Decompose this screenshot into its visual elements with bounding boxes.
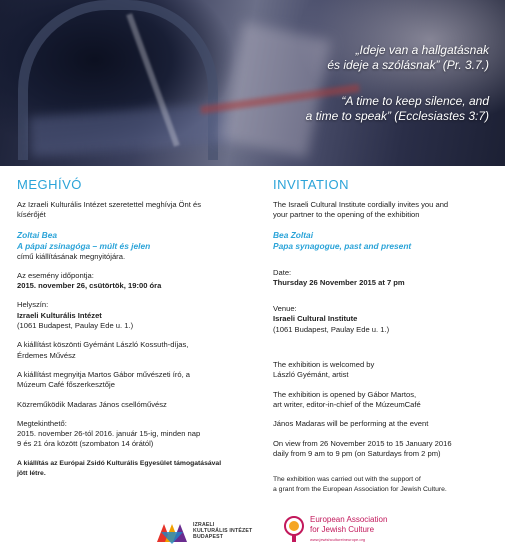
venue-address: (1061 Budapest, Paulay Ede u. 1.)	[273, 324, 390, 334]
view-dates: 2015. november 26-tól 2016. január 15-ig, minden nap	[17, 429, 201, 439]
english-quote	[306, 94, 489, 124]
hungarian-heading: MEGHÍVÓ	[17, 177, 82, 192]
exhibition-title: Papa synagogue, past and present	[273, 240, 412, 251]
venue-name: Izraeli Kulturális Intézet	[17, 310, 102, 320]
eajc-name-line: for Jewish Culture	[310, 524, 375, 534]
quote-line: „Ideje van a hallgatásnak	[355, 43, 489, 57]
english-column	[273, 177, 498, 496]
view-dates: daily from 9 am to 9 pm (on Saturdays from 2 pm)	[273, 448, 441, 458]
quote-line: és ideje a szólásnak” (Pr. 3.7.)	[327, 58, 489, 72]
eajc-logo-text	[310, 515, 387, 542]
quote-line: a time to speak” (Ecclesiastes 3:7)	[305, 109, 489, 123]
english-heading: INVITATION	[273, 177, 350, 192]
support-text: The exhibition was carried out with the support of	[273, 476, 421, 484]
venue-address: (1061 Budapest, Paulay Ede u. 1.)	[17, 321, 134, 331]
eajc-url: www.jewishcultureineurope.org	[310, 537, 366, 542]
support-text: jött létre.	[17, 470, 46, 478]
date-label: Az esemény időpontja:	[17, 270, 94, 280]
opening-text: Múzeum Café főszerkesztője	[17, 380, 115, 390]
intro-text: Az Izraeli Kulturális Intézet szeretettel meghívja Önt és	[17, 200, 202, 209]
opening-text: The exhibition is opened by Gábor Martos,	[273, 389, 417, 399]
ici-logo-line: BUDAPEST	[193, 534, 224, 540]
artist-name: Bea Zoltai	[273, 229, 314, 240]
date-value: Thursday 26 November 2015 at 7 pm	[273, 277, 405, 287]
welcome-text: László Gyémánt, artist	[273, 370, 349, 380]
welcome-text: The exhibition is welcomed by	[273, 360, 375, 370]
welcome-text: A kiállítást köszönti Gyémánt László Kossuth-díjas,	[17, 340, 189, 350]
eajc-logo-icon	[283, 515, 305, 543]
view-dates: 9 és 21 óra között (szombaton 14 órától)	[17, 439, 154, 449]
intro-text: kísérőjét	[17, 210, 46, 220]
intro-text: The Israeli Cultural Institute cordially invites you and	[273, 200, 449, 209]
date-label: Date:	[273, 267, 292, 277]
venue-label: Helyszín:	[17, 300, 49, 310]
intro-text: your partner to the opening of the exhibition	[273, 210, 420, 220]
quote-line: “A time to keep silence, and	[341, 94, 489, 108]
hungarian-column	[17, 177, 262, 479]
view-dates: On view from 26 November 2015 to 15 January 2016	[273, 438, 452, 448]
israeli-cultural-institute-logo	[155, 518, 252, 544]
hero-artwork	[0, 0, 505, 166]
ici-logo-icon	[155, 518, 189, 544]
support-text: a grant from the European Association for Jewish Culture.	[273, 486, 447, 494]
ici-logo-text	[193, 522, 252, 540]
ici-logo-line: IZRAELI	[193, 522, 215, 528]
performer-text: János Madaras will be performing at the event	[273, 419, 429, 429]
artist-name: Zoltai Bea	[17, 229, 58, 240]
support-text: A kiállítás az Európai Zsidó Kulturális Egyesület támogatásával	[17, 459, 222, 467]
exhibition-subtitle: című kiállításának megnyitójára.	[17, 251, 126, 261]
eajc-logo	[283, 515, 387, 543]
eajc-name-line: European Association	[310, 515, 388, 524]
welcome-text: Érdemes Művész	[17, 350, 76, 360]
ici-logo-line: KULTURÁLIS INTÉZET	[193, 528, 253, 534]
hungarian-quote	[327, 43, 489, 73]
exhibition-title: A pápai zsinagóga – múlt és jelen	[17, 240, 151, 251]
performer-text: Közreműködik Madaras János csellóművész	[17, 399, 167, 409]
venue-name: Israeli Cultural Institute	[273, 314, 358, 324]
view-label: Megtekinthető:	[17, 418, 67, 428]
opening-text: A kiállítást megnyitja Martos Gábor művészeti író, a	[17, 369, 191, 379]
venue-label: Venue:	[273, 304, 297, 314]
date-value: 2015. november 26, csütörtök, 19:00 óra	[17, 281, 162, 291]
opening-text: art writer, editor-in-chief of the MúzeumCafé	[273, 399, 421, 409]
